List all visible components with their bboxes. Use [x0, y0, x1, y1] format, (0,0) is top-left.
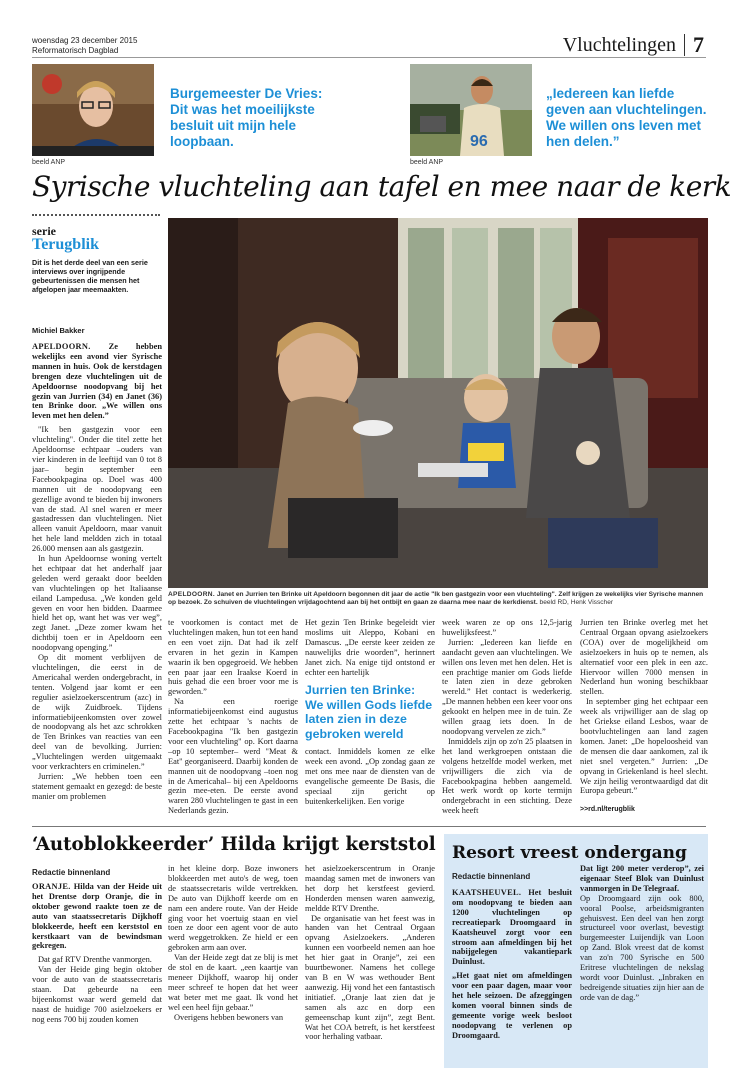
main-col4-p0: week waren ze op ons 12,5-jarig huwelijksfeest.” [442, 618, 572, 637]
man-photo-credit: beeld ANP [410, 159, 444, 166]
serie-dotted-rule [32, 214, 160, 217]
main-headline[interactable]: Syrische vluchteling aan tafel en mee naar de kerk [32, 170, 732, 203]
main-col2-p1: Na een roerige informatiebijeenkomst eind augustus zette het echtpaar 's nachts de Facebookpagina "Ik ben gastgezin voor een vluchteling" op. Kort daarna –op 10 september– werd "Meat & Eat" georganiseerd. Daarbij konden de mannen uit de noodopvang –toen nog in de Americahal– bij een Apeldoorns gezin mee-eten. De eerste avond waren 280 vluchtelingen te gast in een Nederlands gezin. [168, 697, 298, 816]
resort-col2-bold: Dat ligt 200 meter verderop”, zei eigenaar Steef Blok van Duinlust vanmorgen in De Telegraaf. [580, 864, 704, 893]
serie-intro: Dit is het derde deel van een serie interviews over ingrijpende gebeurtenissen die mensen het afgelopen jaar meemaakten. [32, 258, 148, 294]
page-number: 7 [693, 32, 704, 57]
header-divider [684, 34, 685, 56]
teaser-mayor-quote[interactable]: Burgemeester De Vries: Dit was het moeilijkste besluit uit mijn hele loopbaan. [170, 86, 323, 149]
resort-col2-rest: Op Droomgaard zijn ook 800, vooral Poolse, arbeidsmigranten gehuisvest. Een deel van hen zorgt structureel voor overlast, bevestigt burgemeester Luijendijk van Loon op Zand. Blok vreest dat de komst van zo'n 700 Syrische en 500 Eritrese vluchtelingen de nekslag wordt voor Duinlust. „Inbraken en bedreigende situaties zijn hier aan de orde van de dag.” [580, 893, 704, 1002]
hilda-col-3 [305, 864, 435, 1068]
main-col3-bottom: contact. Inmiddels komen ze elke week een avond. „Op zondag gaan ze met ons mee naar de diensten van de evangelische gemeente De Basis, die speciaal zijn gericht op buitenkerkelijken. Een vorige [305, 747, 435, 806]
pull-quote: Jurrien ten Brinke: We willen Gods liefde laten zien in deze gebroken wereld [305, 683, 433, 741]
section-header [563, 32, 704, 58]
main-byline: Michiel Bakker [32, 326, 85, 335]
mayor-photo-credit: beeld ANP [32, 159, 66, 166]
family-photo [168, 218, 708, 588]
resort-headline[interactable]: Resort vreest ondergang [452, 843, 687, 863]
photo-credit: beeld RD, Henk Visscher [539, 599, 614, 607]
lead-place: APELDOORN. [32, 342, 91, 351]
serie-name: Terugblik [32, 236, 99, 253]
hilda-col1-p0: Dat gaf RTV Drenthe vanmorgen. [38, 955, 152, 965]
hilda-col-2 [168, 864, 298, 1068]
main-col-1 [32, 342, 162, 817]
photo-caption-place: APELDOORN. [168, 591, 215, 598]
hilda-lead-text: Hilda van der Heide uit het Drentse dorp Oranje, die in oktober gewond raakte toen ze de auto van staatssecretaris Dijkhoff blokkeerde, heeft een kerststol en kerstkaart van de bewindsman gekregen. [32, 882, 162, 951]
main-col1-p3: Jurrien: „We hebben toen een statement gemaakt en gezegd: de beste manier om problemen [32, 771, 162, 801]
main-col1-p2: Op dit moment verblijven de vluchtelingen, die eerst in de Americahal werden ondergebracht, in tenten. Volgend jaar komt er een regulier asielzoekerscentrum (azc) in de wijk Zuidbroek. Tijdens informatiebijeenkomsten over zowel de noodopvang als het azc schrokken de Ten Brinkes van reacties van een deel van de bevolking. Jurrien: „Vluchtelingen werden uitgemaakt voor verkrachters en criminelen.” [32, 653, 162, 772]
photo-caption-text: Janet en Jurrien ten Brinke uit Apeldoorn begonnen dit jaar de actie "Ik ben gastgezin voor een vluchteling". Zelf krijgen ze wekelijks vier Syrische mannen op bezoek. Zo schuiven de vluchtelingen vrijdagochtend aan bij het ontbijt en gaan ze daarna mee naar de kerkdienst. [168, 591, 704, 607]
resort-byline: Redactie binnenland [452, 872, 531, 881]
issue-date: woensdag 23 december 2015 [32, 36, 138, 45]
lead-text: Ze hebben wekelijks een avond vier Syrische mannen in huis. Ook de kerstdagen brengen deze vluchtelingen uit de Apeldoornse noodopvang bij het gezin van Jurrien (34) en Janet (36) ten Brinke door. „We willen ons leven met hen delen.” [32, 342, 162, 421]
main-col2-p0: te voorkomen is contact met de vluchtelingen maken, hun tot een hand en een voet zijn. Dat had ik zelf ervaren in het gezin in Kampen waarin ik ben opgegroeid. We hebben een paar jaar een Iraakse Koerd in huis gehad die een broer voor me is geworden.” [168, 618, 298, 697]
hilda-col3-p1: De organisatie van het feest was in handen van het Centraal Orgaan opvang Asielzoekers. „Anderen kunnen een voorbeeld nemen aan hoe het hier gaat in Oranje”, zei een buurtbewoner. Namens het college van B en W was wethouder Bent aanwezig. Hij vond het een fantastisch initiatief. „Oranje laat zien dat je samen als azc en dorp een gemeenschap kunt zijn”, zegt Bent. Wat het COA betreft, is het kerstfeest voor herhaling vatbaar. [305, 913, 435, 1042]
serie-label: serie [32, 224, 56, 238]
main-col4-p1: Jurrien: „Iedereen kan liefde en aandacht geven aan vluchtelingen. We willen ons leven met hen delen. Het is een prachtige manier om Gods liefde te laten zien in deze gebroken wereld.” Het contact is wederkerig. „De mannen hebben een keer voor ons gekookt en helpen mee in de tuin. Ze willen graag iets doen. In de noodopvang vervelen ze zich.” [442, 637, 572, 736]
hilda-col2-p0: in het kleine dorp. Boze inwoners blokkeerden met auto's de weg, toen de staatssecretaris wilde vertrekken. De auto van Dijkhoff keerde om en nam een andere route. Van der Heide ging voor het voertuig staan en viel toen ze door een agent voor de auto werd weggetrokken. Ze hield er een gebroken arm aan over. [168, 864, 298, 953]
article-divider [32, 826, 706, 827]
teaser-love-quote[interactable]: „Iedereen kan liefde geven aan vluchtelingen. We willen ons leven met hen delen.” [546, 86, 707, 149]
main-col-3 [305, 618, 435, 818]
main-col1-p0: "Ik ben gastgezin voor een vluchteling". Onder die titel zette het Apeldoornse echtpaar –ouders van vier kinderen in de leeftijd van 0 tot 8 jaar– begin september een Facebookpagina op. Doel was 400 mannen uit de noodopvang een gezellige avond te bieden bij inwoners van de stad. Al snel waren er meer gastadressen dan vluchtelingen. Niet alleen vanuit Apeldoorn, maar vanuit het hele land meldden zich in totaal 26.000 mensen aan als gastgezin. [32, 425, 162, 554]
paper-name: Reformatorisch Dagblad [32, 46, 119, 55]
terugblik-link[interactable]: >>rd.nl/terugblik [580, 806, 635, 813]
hilda-lead-place: ORANJE. [32, 882, 71, 891]
main-col1-p1: In hun Apeldoornse woning vertelt het echtpaar dat het anderhalf jaar geleden werd geraakt door beelden van vluchtelingen op het Italiaanse eiland Lampedusa. „We konden geld geven en voor hen bidden. Daarmee hield het op, want het was ver weg”, zegt Janet. „Deze zomer kwam het dichtbij toen er in Apeldoorn een noodopvang openging.” [32, 554, 162, 653]
header-date-block [32, 36, 137, 56]
mayor-photo [32, 64, 154, 156]
man-outdoor-photo [410, 64, 532, 156]
hilda-col1-p1: Van der Heide ging begin oktober voor de auto van de staatssecretaris staan. Dat gebeurde na een bijeenkomst waar werd gemeld dat naast de huidige 700 asielzoekers er nog eens 700 bij zouden komen [32, 965, 162, 1024]
resort-col-1 [452, 888, 572, 1068]
main-col5-p0: Jurrien ten Brinke overleg met het Centraal Orgaan opvang asielzoekers (COA) over de mogelijkheid om asielzoekers in huis op te nemen, als alternatief voor een plek in een azc. Hiervoor willen 7000 mensen in Nederland hun woning beschikbaar stellen. [580, 618, 708, 697]
main-col4-p2: Inmiddels zijn op zo'n 25 plaatsen in het land werkgroepen ontstaan die volgens hetzelfde model werken, met vrijwilligers die zich via de Facebookpagina hebben aangemeld. Het werk wordt op korte termijn ondergebracht in een stichting. Deze week heeft [442, 736, 572, 816]
main-col-4 [442, 618, 572, 818]
resort-lead-place: KAATSHEUVEL. [452, 888, 522, 897]
main-col3-top: Het gezin Ten Brinke begeleidt vier moslims uit Aleppo, Kobani en Damascus. „De eerste keer zeiden ze nauwelijks drie woorden”, herinnert Janet zich. Na enige tijd ontstond er echter een hartelijk [305, 618, 435, 677]
resort-lead-text: Het besluit om noodopvang te bieden aan 1200 vluchtelingen op recreatiepark Droomgaard in Kaatsheuvel zorgt voor een stroom aan afmeldingen bij het nabijgelegen vakantiepark Duinlust. [452, 888, 572, 967]
section-title: Vluchtelingen [562, 33, 676, 56]
main-col5-p1: In september ging het echtpaar een week als vrijwilliger aan de slag op het Griekse eiland Lesbos, waar de bootvluchtelingen aan land zagen komen. Janet: „De hopeloosheid van de mensen die daar aankomen, zal ik niet snel vergeten.” Jurrien: „De opvang in Griekenland is heel slecht. We zijn heilig verontwaardigd dat dit Europa gebeurt.” [580, 697, 708, 796]
hilda-col3-p0: het asielzoekerscentrum in Oranje maandag samen met de inwoners van het dorp het kerstfeest gevierd. Honderden mensen waren aanwezig, meldde RTV Drenthe. [305, 864, 435, 913]
photo-caption [168, 591, 708, 607]
resort-col-2 [580, 864, 704, 1068]
svg-text:96: 96 [470, 133, 488, 150]
header-rule [32, 57, 706, 58]
hilda-headline[interactable]: ‘Autoblokkeerder’ Hilda krijgt kerststol [32, 834, 436, 855]
hilda-col2-p2: Overigens hebben bewoners van [174, 1012, 284, 1022]
main-col-5 [580, 618, 708, 802]
main-col-2 [168, 618, 298, 818]
hilda-col-1 [32, 882, 162, 1068]
hilda-byline: Redactie binnenland [32, 868, 111, 877]
resort-lead2: „Het gaat niet om afmeldingen voor een paar dagen, maar voor het hele seizoen. De afzeggingen komen vooral binnen sinds de gemeente vorige week besloot noodopvang te verlenen op Droomgaard. [452, 971, 572, 1040]
hilda-col2-p1: Van der Heide zegt dat ze blij is met de stol en de kaart. „een kaartje van meneer Dijkhoff, waarop hij onder meer schreef te hopen dat het weer wat beter met me gaat. Ik vond het wel een heel fijn gebaar.” [168, 953, 298, 1012]
